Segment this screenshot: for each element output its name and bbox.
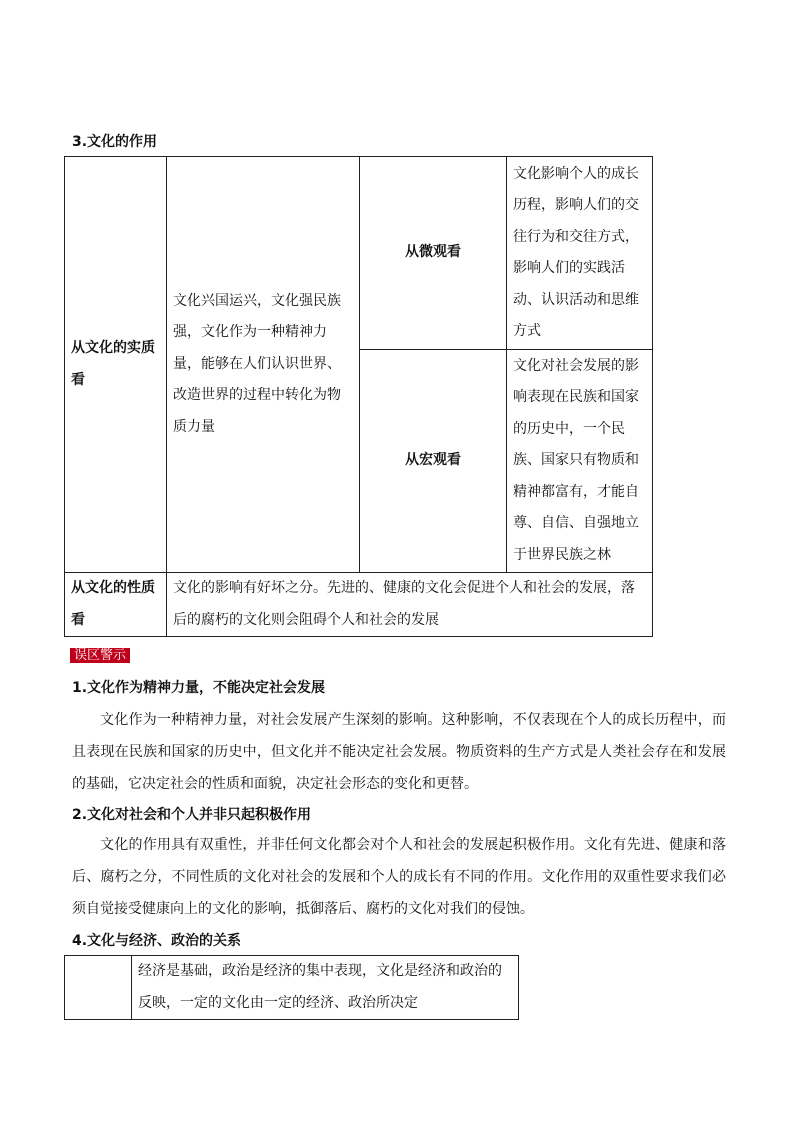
relation-label — [65, 956, 132, 1020]
macro-view-desc: 文化对社会发展的影响表现在民族和国家的历史中，一个民族、国家只有物质和精神都富有，才能自尊、自信、自强地立于世界民族之林 — [507, 350, 653, 573]
culture-role-table — [64, 156, 653, 637]
row-substance-label: 从文化的实质看 — [65, 157, 167, 573]
warning-item-2-body: 文化的作用具有双重性，并非任何文化都会对个人和社会的发展起积极作用。文化有先进、健康和落后、腐朽之分，不同性质的文化对社会的发展和个人的成长有不同的作用。文化作用的双重性要求我们必须自觉接受健康向上的文化的影响，抵御落后、腐朽的文化对我们的侵蚀。 — [72, 837, 726, 917]
row-substance-desc: 文化兴国运兴，文化强民族强，文化作为一种精神力量，能够在人们认识世界、改造世界的过程中转化为物质力量 — [167, 157, 360, 573]
row-nature-label: 从文化的性质看 — [65, 573, 167, 637]
section-3-title: 3.文化的作用 — [72, 134, 158, 150]
micro-view-desc: 文化影响个人的成长历程，影响人们的交往行为和交往方式，影响人们的实践活动、认识活动和思维方式 — [507, 157, 653, 350]
warning-item-2-title: 2.文化对社会和个人并非只起积极作用 — [72, 807, 312, 823]
warning-badge: 误区警示 — [70, 648, 130, 663]
row-nature-desc: 文化的影响有好坏之分。先进的、健康的文化会促进个人和社会的发展，落后的腐朽的文化则会阻碍个人和社会的发展 — [167, 573, 653, 637]
culture-economy-table — [64, 955, 519, 1020]
section-4-title: 4.文化与经济、政治的关系 — [72, 933, 242, 949]
macro-view-label: 从宏观看 — [360, 350, 507, 573]
warning-item-1-title: 1.文化作为精神力量，不能决定社会发展 — [72, 680, 326, 696]
micro-view-label: 从微观看 — [360, 157, 507, 350]
warning-item-1-body: 文化作为一种精神力量，对社会发展产生深刻的影响。这种影响，不仅表现在个人的成长历程中，而且表现在民族和国家的历史中，但文化并不能决定社会发展。物质资料的生产方式是人类社会存在和发展的基础，它决定社会的性质和面貌，决定社会形态的变化和更替。 — [72, 712, 726, 792]
relation-desc: 经济是基础，政治是经济的集中表现，文化是经济和政治的反映，一定的文化由一定的经济、政治所决定 — [132, 956, 519, 1020]
